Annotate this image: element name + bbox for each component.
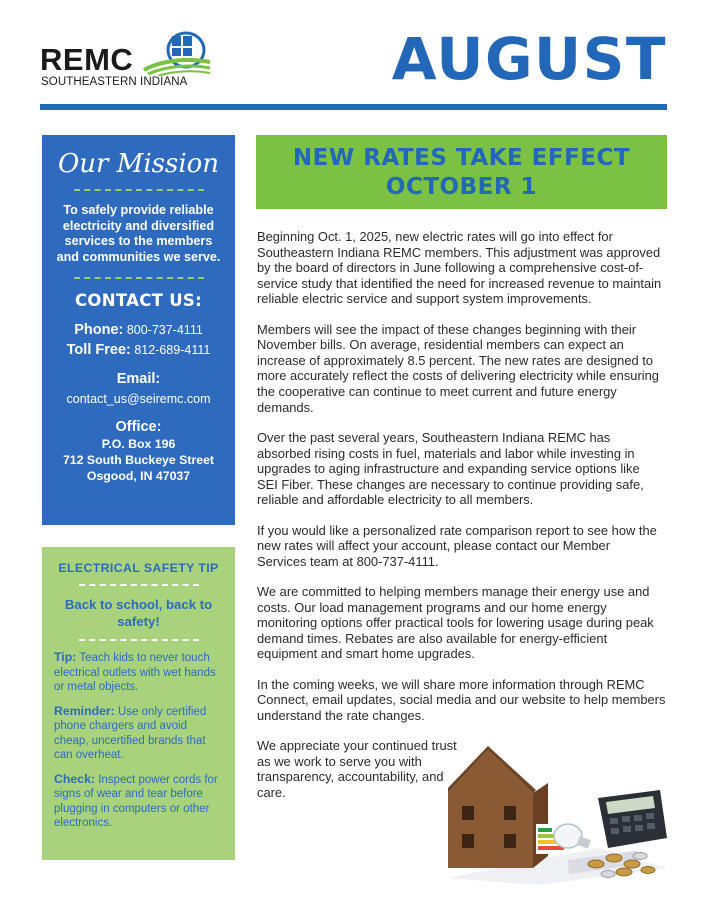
tip-item bbox=[54, 772, 223, 831]
dashed-divider bbox=[79, 639, 199, 641]
phone-label: Phone: bbox=[74, 322, 124, 338]
mission-title: Our Mission bbox=[57, 149, 220, 179]
safety-tip-subheading: Back to school, back to safety! bbox=[64, 597, 213, 629]
article-paragraph: If you would like a personalized rate comparison report to see how the new rates will affect your account, please contact our Member Services team at 800-737-4111. bbox=[257, 522, 657, 569]
tip-key: Tip: bbox=[54, 650, 77, 664]
header-divider bbox=[40, 104, 667, 110]
office-line-3: Osgood, IN 47037 bbox=[86, 469, 191, 483]
article-body bbox=[257, 229, 671, 815]
tollfree-row bbox=[42, 340, 235, 360]
dashed-divider bbox=[79, 584, 199, 586]
headline-line-2: OCTOBER 1 bbox=[385, 174, 538, 200]
house-calculator-illustration bbox=[448, 738, 667, 885]
headline-line-1: NEW RATES TAKE EFFECT bbox=[292, 145, 631, 171]
tip-text: Teach kids to never touch electrical outlets with wet hands or metal objects. bbox=[54, 652, 216, 693]
article-paragraph: We appreciate your continued trust as we work to serve you with transparency, accountability, and care. bbox=[257, 738, 457, 800]
article-paragraph: In the coming weeks, we will share more information through REMC Connect, email updates, social media and our website to help members understand the rate changes. bbox=[257, 676, 666, 723]
article-paragraph: Beginning Oct. 1, 2025, new electric rates will go into effect for Southeastern Indiana REMC members. This adjustment was approved by the board of directors in June following a comprehensive cost-of-service study that identified the need for increased revenue to maintain reliable electric service and support system improvements. bbox=[257, 229, 662, 307]
article-paragraph: We are committed to helping members manage their energy use and costs. Our load management programs and our home energy monitoring options offer practical tools for lowering usage during peak demand times. Rebates are also available for energy-efficient equipment and smart home upgrades. bbox=[257, 584, 654, 662]
tollfree-number[interactable]: 812-689-4111 bbox=[134, 343, 211, 357]
email-label: Email: bbox=[116, 371, 161, 387]
mission-statement: To safely provide reliable electricity and diversified services to the members and communities we serve. bbox=[56, 203, 221, 264]
solar-field-icon bbox=[142, 30, 212, 76]
dashed-divider bbox=[74, 189, 204, 191]
email-link[interactable]: contact_us@seiremc.com bbox=[66, 392, 211, 406]
safety-tip-box bbox=[42, 547, 235, 860]
remc-logo bbox=[40, 30, 215, 92]
office-line-1: P.O. Box 196 bbox=[101, 437, 176, 451]
month-title: AUGUST bbox=[391, 25, 667, 93]
office-line-2: 712 South Buckeye Street bbox=[62, 453, 215, 467]
phone-number[interactable]: 800-737-4111 bbox=[126, 323, 203, 337]
tip-text: Inspect power cords for signs of wear and tear before plugging in computers or other electronics. bbox=[54, 773, 218, 829]
tip-key: Reminder: bbox=[54, 703, 115, 718]
tip-item bbox=[54, 704, 223, 763]
phone-row bbox=[42, 320, 235, 340]
tip-key: Check: bbox=[54, 771, 96, 786]
contact-heading: CONTACT US: bbox=[75, 291, 202, 310]
mission-box bbox=[42, 135, 235, 525]
safety-tip-heading: ELECTRICAL SAFETY TIP bbox=[58, 561, 219, 575]
article-paragraph: Over the past several years, Southeastern Indiana REMC has absorbed rising costs in fuel, materials and labor while investing in upgrades to aging infrastructure and expanding service options like SEI Fiber. These changes are necessary to continue providing safe, reliable and affordable electricity to all members. bbox=[257, 429, 644, 508]
office-label: Office: bbox=[115, 419, 162, 435]
dashed-divider bbox=[74, 277, 204, 279]
article-headline bbox=[256, 135, 667, 209]
tollfree-label: Toll Free: bbox=[66, 342, 131, 358]
article-paragraph: Members will see the impact of these changes beginning with their November bills. On average, residential members can expect an increase of approximately 8.5 percent. The new rates are designed to more accurately reflect the costs of delivering electricity while ensuring the cooperative can continue to meet current and future energy demands. bbox=[257, 321, 659, 415]
logo-wordmark: REMC bbox=[40, 42, 134, 77]
tip-item bbox=[54, 650, 223, 695]
tip-text: Use only certified phone chargers and avoid cheap, uncertified brands that can overheat. bbox=[54, 705, 207, 761]
logo-subtitle: SOUTHEASTERN INDIANA bbox=[41, 76, 188, 88]
